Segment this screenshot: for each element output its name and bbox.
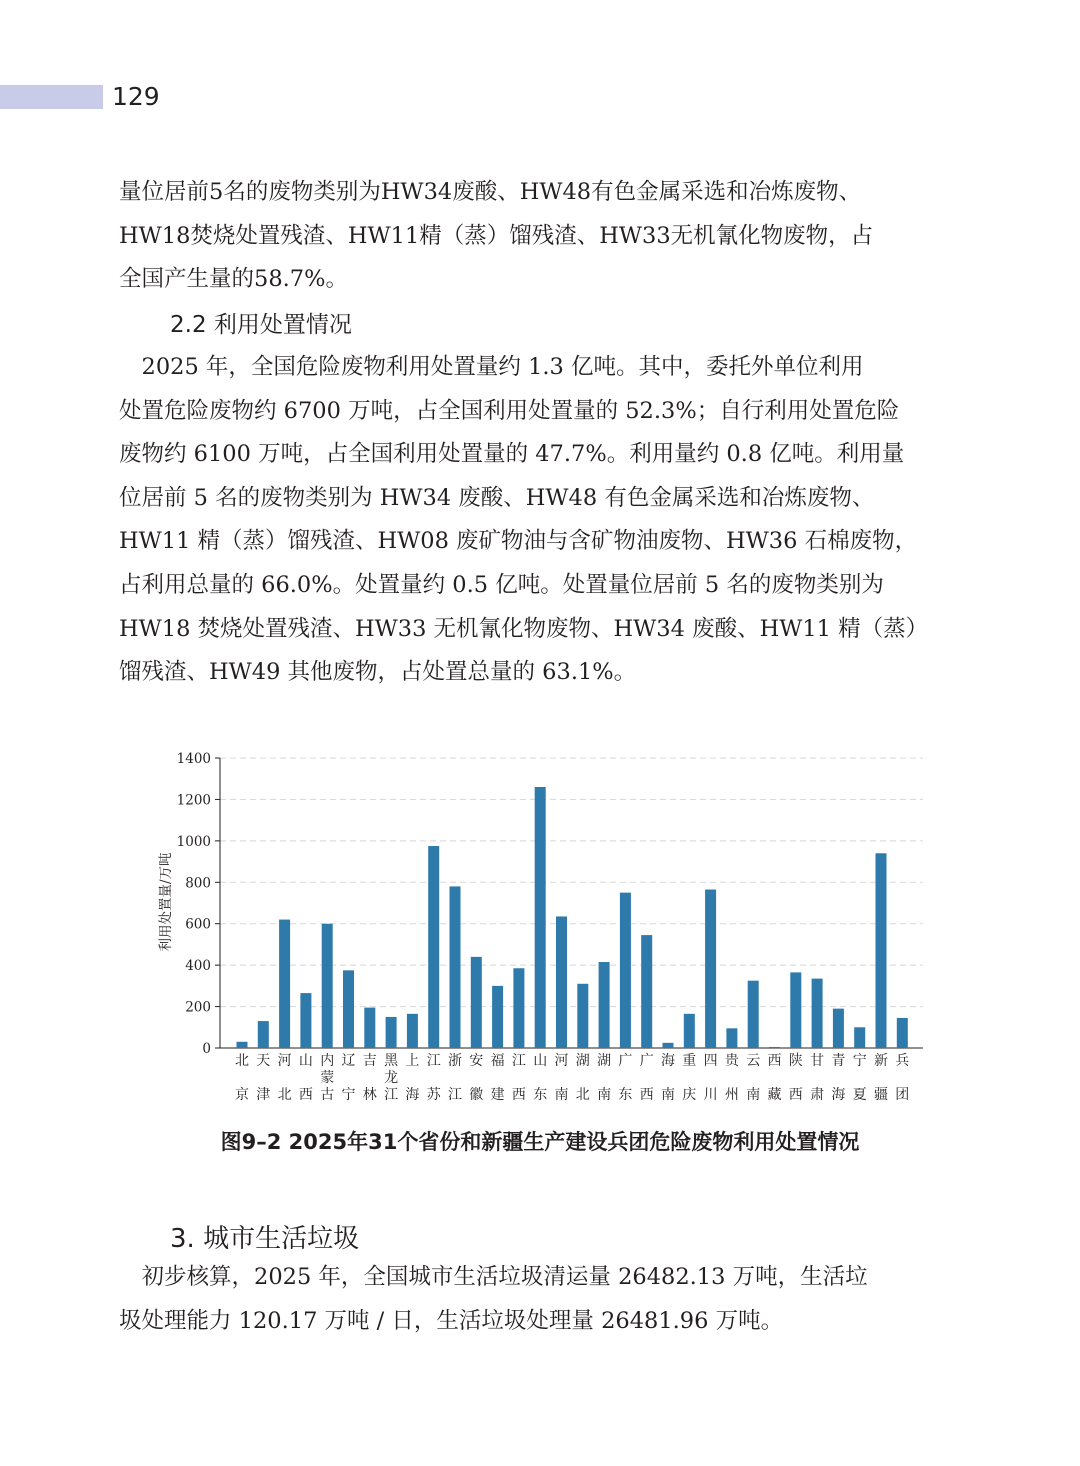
x-category-label: 贵州 (724, 1053, 739, 1103)
chart-bar (769, 1047, 780, 1048)
y-tick-label: 1400 (176, 751, 211, 767)
x-category-label: 河南 (554, 1053, 569, 1103)
chart-bar (599, 962, 610, 1048)
chart-bar (258, 1021, 269, 1048)
page-number: 129 (112, 82, 160, 111)
chart-bar (854, 1027, 865, 1048)
x-category-label: 青海 (831, 1053, 846, 1103)
chart-bar (684, 1014, 695, 1048)
x-category-label: 吉林 (362, 1053, 377, 1103)
paragraph-line: HW11 精（蒸）馏残渣、HW08 废矿物油与含矿物油废物、HW36 石棉废物， (119, 528, 918, 555)
chart-bar (322, 924, 333, 1048)
chart-bar (620, 893, 631, 1048)
chart-bar (726, 1028, 737, 1048)
x-category-label: 陕西 (788, 1053, 803, 1103)
chart-bar (812, 979, 823, 1048)
chart-bar (556, 916, 567, 1048)
x-category-label: 福建 (490, 1053, 505, 1103)
x-category-label: 江苏 (426, 1053, 441, 1103)
chart-bar (492, 986, 503, 1048)
y-tick-label: 200 (185, 999, 211, 1016)
paragraph-line: 占利用总量的 66.0%。处置量约 0.5 亿吨。处置量位居前 5 名的废物类别为 (119, 571, 884, 598)
paragraph-line: 2025 年，全国危险废物利用处置量约 1.3 亿吨。其中，委托外单位利用 (119, 354, 864, 380)
chart-bar (641, 935, 652, 1048)
paragraph-line: 馏残渣、HW49 其他废物，占处置总量的 63.1%。 (119, 659, 637, 686)
x-category-label: 广西 (639, 1053, 654, 1103)
y-tick-label: 400 (185, 958, 211, 975)
page-header-band (0, 85, 103, 109)
chart-bars (237, 787, 908, 1048)
x-category-label: 天津 (256, 1053, 271, 1103)
chart-bar (790, 972, 801, 1048)
chart-bar (535, 787, 546, 1048)
x-category-label: 新疆 (874, 1053, 888, 1103)
y-tick-label: 1200 (176, 792, 211, 809)
paragraph-line: 初步核算，2025 年，全国城市生活垃圾清运量 26482.13 万吨，生活垃 (119, 1264, 868, 1290)
paragraph-line: HW18 焚烧处置残渣、HW33 无机氰化物废物、HW34 废酸、HW11 精（蒸） (119, 615, 929, 642)
paragraph-line: 处置危险废物约 6700 万吨，占全国利用处置量的 52.3%；自行利用处置危险 (119, 397, 900, 424)
chart-bar (705, 890, 716, 1048)
paragraph-line: 位居前 5 名的废物类别为 HW34 废酸、HW48 有色金属采选和冶炼废物、 (119, 484, 875, 511)
y-tick-label: 600 (185, 916, 211, 933)
x-category-label: 浙江 (448, 1053, 462, 1103)
chart-bar (428, 846, 439, 1048)
chart-bar (237, 1042, 248, 1048)
x-category-label: 西藏 (767, 1053, 782, 1103)
chart-bar (386, 1017, 397, 1048)
x-category-label: 湖南 (597, 1053, 612, 1103)
chart-bar (407, 1014, 418, 1048)
x-category-label: 江西 (511, 1053, 526, 1103)
x-category-label: 内蒙古 (320, 1053, 335, 1103)
chart-bar (897, 1018, 908, 1048)
paragraph-line: 量位居前5名的废物类别为HW34废酸、HW48有色金属采选和冶炼废物、 (119, 179, 862, 205)
x-category-label: 甘肃 (810, 1053, 825, 1103)
x-category-label: 黑龙江 (384, 1053, 399, 1103)
chart-bar (876, 853, 887, 1048)
x-category-label: 河北 (277, 1053, 292, 1103)
x-category-label: 湖北 (575, 1053, 590, 1103)
chart-ylabel: 利用处置量/万吨 (158, 852, 174, 952)
chart-bar (343, 970, 354, 1048)
x-category-label: 重庆 (682, 1053, 697, 1103)
paragraph-line: 圾处理能力 120.17 万吨 / 日，生活垃圾处理量 26481.96 万吨。 (119, 1307, 784, 1334)
chart-bar (364, 1008, 375, 1048)
chart-bar (513, 968, 524, 1048)
paragraph-1 (119, 171, 967, 302)
y-tick-label: 0 (202, 1041, 211, 1057)
section-heading-2-2: 2.2 利用处置情况 (170, 312, 352, 338)
chart-bar (748, 981, 759, 1048)
x-category-label: 上海 (405, 1053, 420, 1103)
chart-bar (833, 1009, 844, 1048)
chart-bar (471, 957, 482, 1048)
x-category-label: 广东 (618, 1053, 633, 1103)
x-category-label: 辽宁 (341, 1053, 356, 1103)
x-category-label: 四川 (703, 1053, 718, 1103)
paragraph-line: HW18焚烧处置残渣、HW11精（蒸）馏残渣、HW33无机氰化物废物，占 (119, 222, 874, 249)
x-category-label: 山西 (298, 1053, 313, 1103)
paragraph-line: 全国产生量的58.7%。 (119, 266, 348, 293)
x-category-label: 宁夏 (852, 1053, 867, 1103)
x-category-label: 云南 (746, 1053, 761, 1103)
chart-category-labels (235, 1052, 909, 1103)
paragraph-line: 废物约 6100 万吨，占全国利用处置量的 47.7%。利用量约 0.8 亿吨。利用量 (119, 441, 905, 468)
bar-chart (150, 740, 940, 1110)
paragraph-2 (119, 346, 967, 695)
x-category-label: 山东 (533, 1053, 548, 1103)
x-category-label: 海南 (661, 1053, 675, 1103)
x-category-label: 安徽 (469, 1053, 484, 1103)
section-heading-3: 3. 城市生活垃圾 (170, 1224, 360, 1254)
chart-bar (663, 1043, 674, 1048)
y-tick-label: 800 (185, 875, 211, 892)
paragraph-3 (119, 1256, 967, 1343)
chart-bar (300, 993, 311, 1048)
x-category-label: 北京 (235, 1053, 249, 1103)
chart-bar (279, 920, 290, 1048)
x-category-label: 兵团 (895, 1053, 910, 1103)
y-tick-label: 1000 (176, 833, 211, 850)
figure-caption: 图9–2 2025年31个省份和新疆生产建设兵团危险废物利用处置情况 (220, 1130, 860, 1154)
chart-bar (450, 886, 461, 1048)
chart-bar (577, 984, 588, 1048)
